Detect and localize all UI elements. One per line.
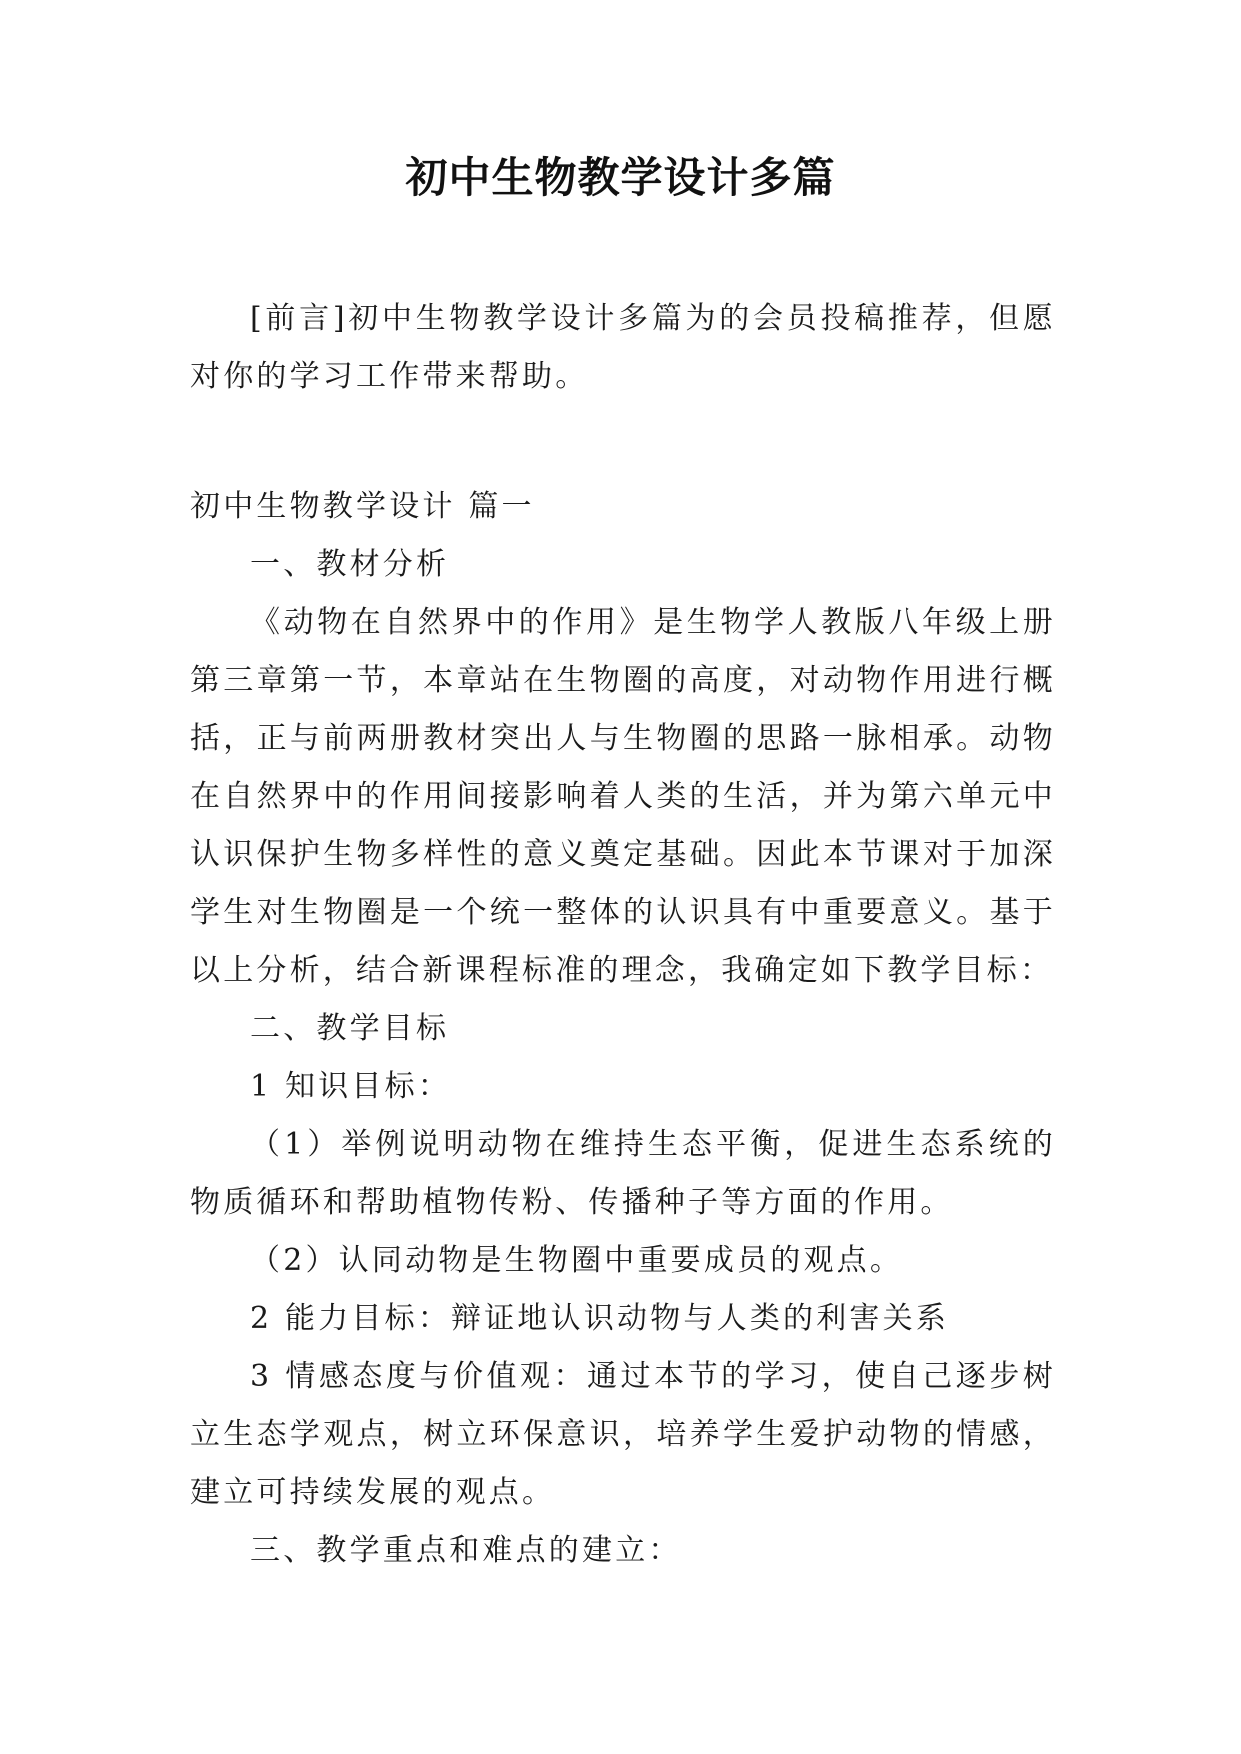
heading-teaching-goals: 二、教学目标 <box>250 1011 450 1046</box>
section-heading: 初中生物教学设计 篇一 <box>190 489 535 524</box>
heading-key-points: 三、教学重点和难点的建立： <box>250 1533 682 1568</box>
page-title: 初中生物教学设计多篇 <box>405 153 836 202</box>
heading-textbook-analysis: 一、教材分析 <box>250 547 450 582</box>
heading-knowledge-goals: 1 知识目标： <box>250 1069 452 1104</box>
paragraph-textbook-analysis: 《动物在自然界中的作用》是生物学人教版八年级上册第三章第一节，本章站在生物圈的高度，对动物作用进行概括，正与前两册教材突出人与生物圈的思路一脉相承。动物在自然界中的作用间接影响着人类的生活，并为第六单元中认识保护生物多样性的意义奠定基础。因此本节课对于加深学生对生物圈是一个统一整体的认识具有中重要意义。基于以上分析，结合新课程标准的理念，我确定如下教学目标： <box>190 605 1056 988</box>
ability-goal: 2 能力目标：辩证地认识动物与人类的利害关系 <box>250 1301 950 1336</box>
spacer <box>190 406 1056 478</box>
emotion-goal: 3 情感态度与价值观：通过本节的学习，使自己逐步树立生态学观点，树立环保意识，培养学生爱护动物的情感，建立可持续发展的观点。 <box>190 1359 1056 1510</box>
knowledge-goal-2: （2）认同动物是生物圈中重要成员的观点。 <box>250 1243 904 1278</box>
knowledge-goal-1: （1）举例说明动物在维持生态平衡，促进生态系统的物质循环和帮助植物传粉、传播种子等方面的作用。 <box>190 1127 1056 1220</box>
document-body <box>190 290 1056 1580</box>
preface-paragraph: [前言]初中生物教学设计多篇为的会员投稿推荐，但愿对你的学习工作带来帮助。 <box>190 301 1056 394</box>
